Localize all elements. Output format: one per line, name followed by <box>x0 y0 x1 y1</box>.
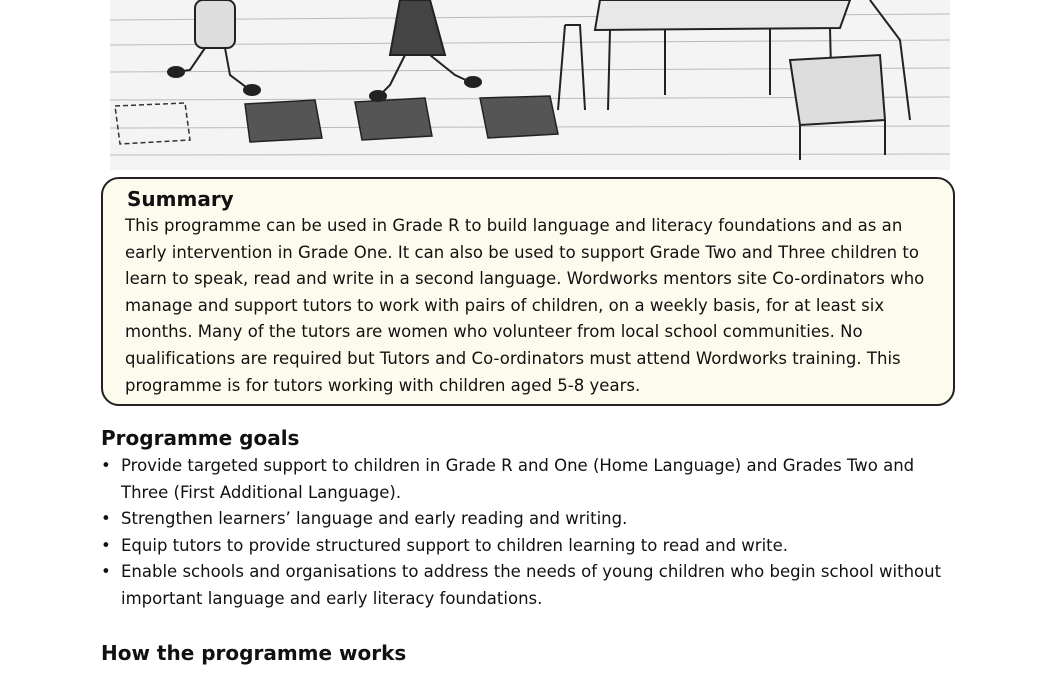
bullet-icon: • <box>101 456 111 475</box>
goals-list <box>101 453 961 613</box>
list-item <box>101 533 961 560</box>
goal-text: Enable schools and organisations to address the needs of young children who begin school without important language and early literacy foundations. <box>121 562 942 608</box>
bullet-icon: • <box>101 535 111 555</box>
summary-text: This programme can be used in Grade R to build language and literacy foundations and as an early intervention in Grade One. It can also be used to support Grade Two and Three children to learn to speak, read and write in a second language. Wordworks mentors site Co-ordinators who manage and support tutors to work with pairs of children, on a weekly basis, for at least six months. Many of the tutors are women who volunteer from local school communities. No qualifications are required but Tutors and Co-ordinators must attend Wordworks training. This programme is for tutors working with children aged 5-8 years. <box>125 216 925 395</box>
list-item <box>101 559 961 612</box>
bullet-icon: • <box>101 562 111 582</box>
summary-title: Summary <box>127 187 234 211</box>
goal-text: Equip tutors to provide structured support to children learning to read and write. <box>121 535 789 555</box>
how-programme-works-heading: How the programme works <box>101 641 407 665</box>
goal-text: Provide targeted support to children in Grade R and One (Home Language) and Grades Two and Three (First Additional Language). <box>121 456 915 502</box>
goal-text: Strengthen learners’ language and early reading and writing. <box>121 509 628 529</box>
summary-box <box>101 177 955 406</box>
list-item <box>101 453 961 506</box>
list-item <box>101 506 961 533</box>
children-playing-illustration <box>110 0 950 170</box>
programme-goals-heading: Programme goals <box>101 426 300 450</box>
bullet-icon: • <box>101 509 111 529</box>
